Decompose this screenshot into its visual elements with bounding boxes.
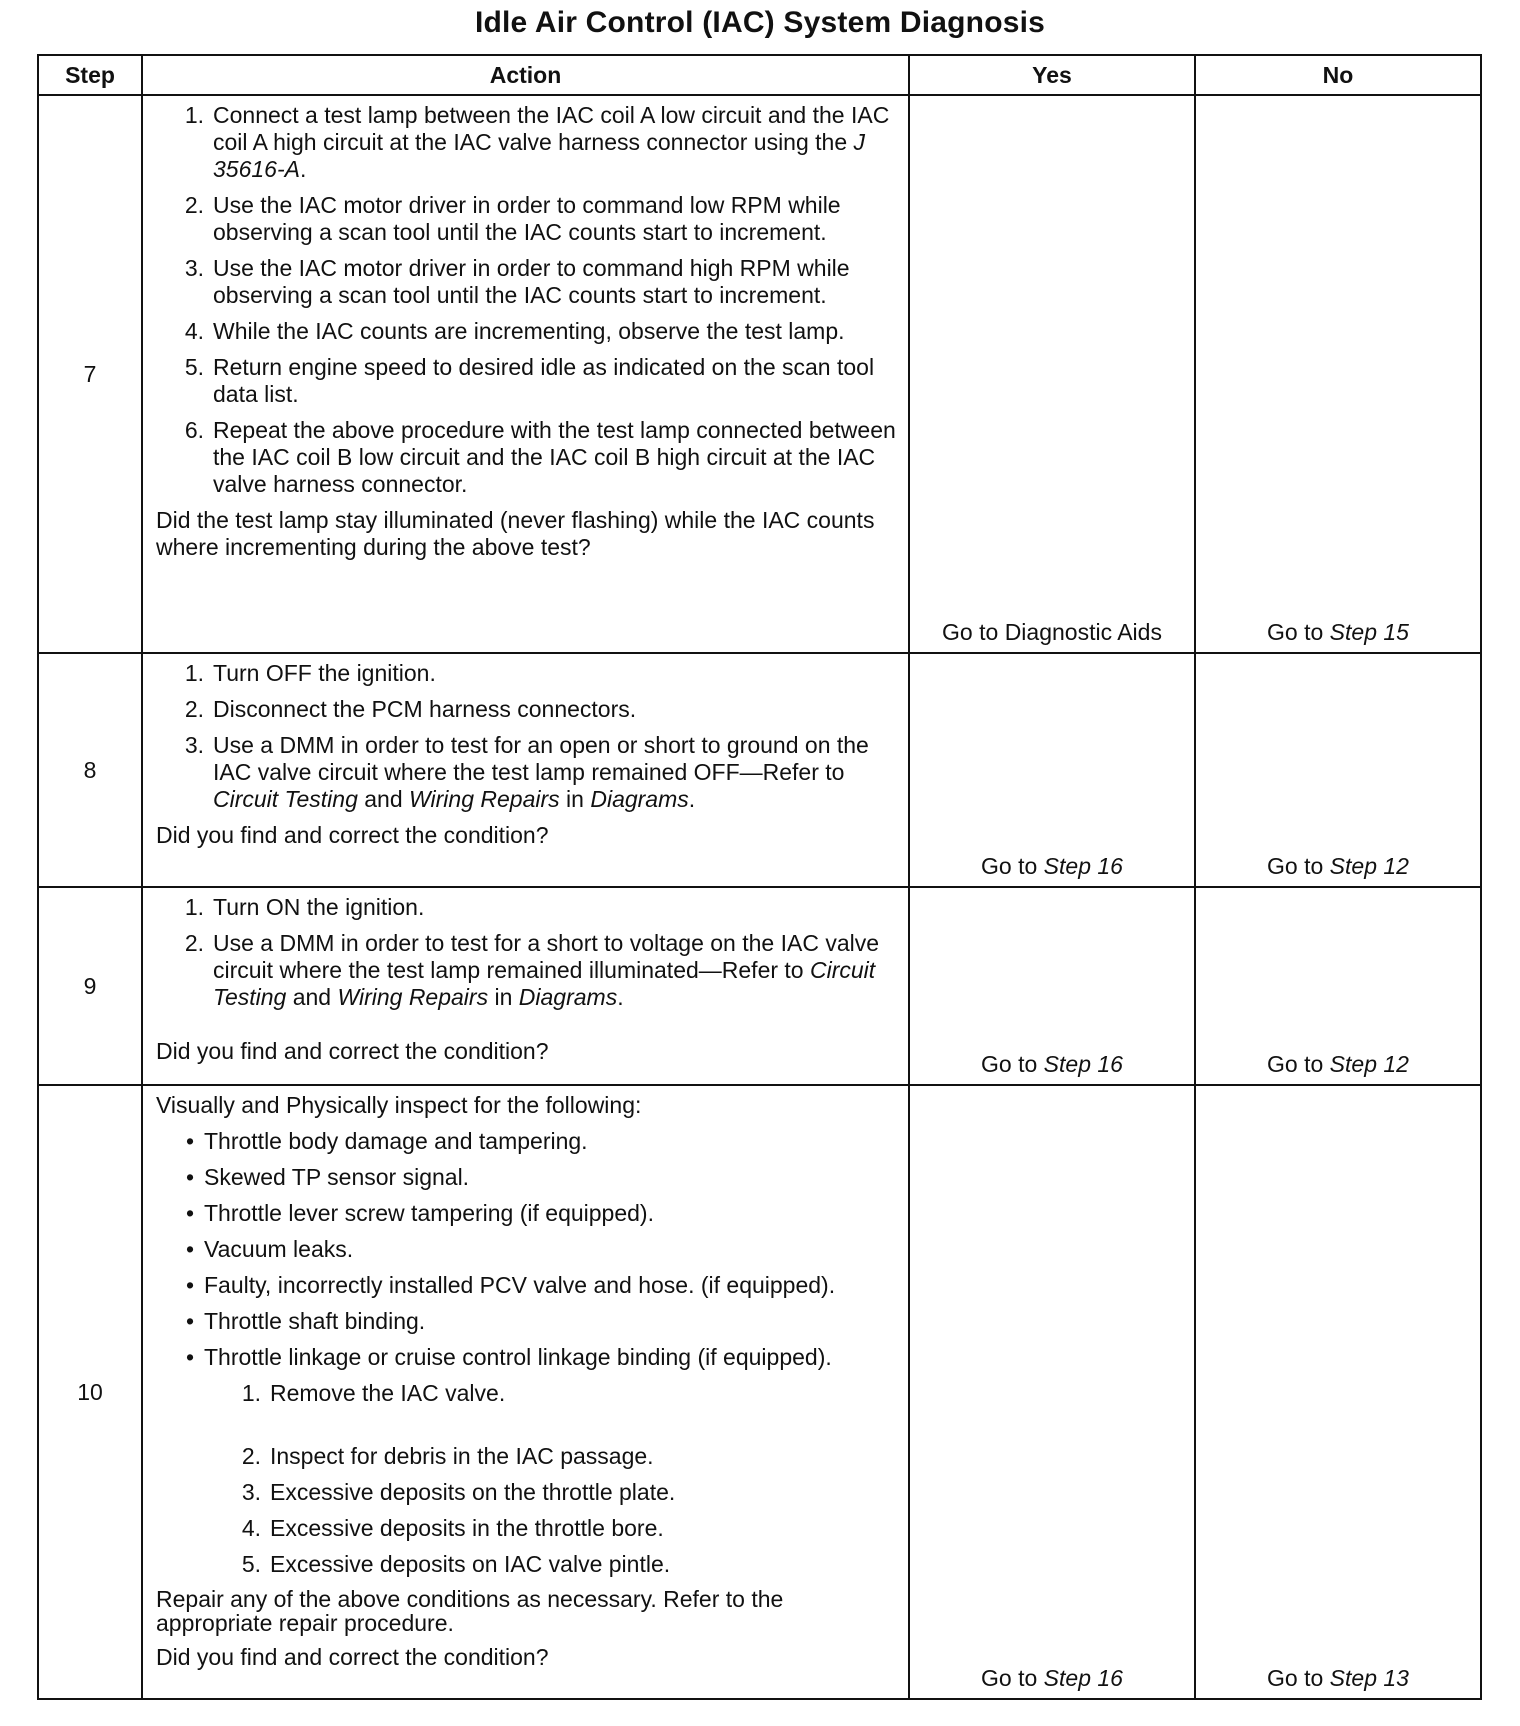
procedure-list [156, 660, 898, 813]
item-number: 6. [184, 417, 204, 443]
list-item [156, 255, 898, 309]
list-item [156, 1200, 898, 1227]
procedure-list [156, 894, 898, 1011]
no-target: Step 15 [1329, 619, 1409, 645]
text-run: Disconnect the PCM harness connectors. [213, 696, 637, 722]
item-number: 5. [241, 1551, 261, 1577]
list-item [156, 660, 898, 687]
bullet-icon: • [185, 1308, 194, 1334]
item-text [213, 696, 898, 723]
text-run: . [299, 156, 307, 182]
item-number: 4. [241, 1515, 261, 1541]
no-prefix: Go to [1267, 853, 1330, 879]
yes-cell [909, 95, 1195, 653]
item-text [213, 354, 898, 408]
yes-cell [909, 887, 1195, 1085]
bullet-icon: • [185, 1164, 194, 1190]
header-action: Action [142, 55, 909, 95]
yes-prefix: Go to [981, 853, 1044, 879]
list-item [156, 1272, 898, 1299]
item-number: 2. [241, 1443, 261, 1469]
list-item [156, 354, 898, 408]
item-text: Vacuum leaks. [204, 1236, 354, 1262]
item-text: Throttle body damage and tampering. [204, 1128, 588, 1154]
item-number: 1. [184, 102, 204, 128]
step-number: 10 [38, 1085, 142, 1699]
list-item [156, 102, 898, 183]
reference-text: J 35616-A [213, 129, 866, 182]
yes-target: Step 16 [1043, 853, 1123, 879]
item-text: Skewed TP sensor signal. [204, 1164, 470, 1190]
text-run: in [488, 984, 519, 1010]
bullet-icon: • [185, 1236, 194, 1262]
bullet-icon: • [185, 1344, 194, 1370]
no-target: Step 12 [1329, 1051, 1409, 1077]
page-title: Idle Air Control (IAC) System Diagnosis [474, 6, 1046, 39]
question-text: Did you find and correct the condition? [156, 1038, 549, 1064]
text-run: Use a DMM in order to test for an open or short to ground on the IAC valve circuit where the test lamp remained OFF—Refer to [213, 732, 869, 785]
item-number: 1. [241, 1380, 261, 1406]
item-number: 2. [184, 930, 204, 956]
item-text: Excessive deposits in the throttle bore. [270, 1515, 664, 1541]
no-cell [1195, 95, 1481, 653]
text-run: Return engine speed to desired idle as indicated on the scan tool data list. [213, 354, 875, 407]
no-cell [1195, 887, 1481, 1085]
yes-cell [909, 1085, 1195, 1699]
question-text: Did you find and correct the condition? [156, 1644, 549, 1670]
list-item [156, 1380, 898, 1407]
action-cell [142, 1085, 909, 1699]
item-number: 5. [184, 354, 204, 380]
text-run: Use a DMM in order to test for a short to voltage on the IAC valve circuit where the test lamp remained illuminated—Refer to [213, 930, 880, 983]
item-number: 3. [184, 255, 204, 281]
sub-procedure-list [156, 1380, 898, 1578]
item-text: Inspect for debris in the IAC passage. [270, 1443, 654, 1469]
question-text: Did the test lamp stay illuminated (never flashing) while the IAC counts where incrementing during the above test? [156, 507, 875, 560]
action-cell [142, 95, 909, 653]
item-text [213, 732, 898, 813]
table-row [38, 887, 1481, 1085]
list-item [156, 1443, 898, 1470]
action-cell [142, 887, 909, 1085]
repair-text: Repair any of the above conditions as necessary. Refer to the appropriate repair procedure. [156, 1586, 784, 1636]
step-number: 8 [38, 653, 142, 887]
header-no: No [1195, 55, 1481, 95]
reference-text: Diagrams [590, 786, 689, 812]
item-number: 3. [184, 732, 204, 758]
text-run: in [559, 786, 591, 812]
yes-prefix: Go to [981, 1051, 1044, 1077]
item-number: 3. [241, 1479, 261, 1505]
item-number: 4. [184, 318, 204, 344]
bullet-icon: • [185, 1200, 194, 1226]
yes-target: Step 16 [1043, 1665, 1123, 1691]
list-item [156, 930, 898, 1011]
yes-prefix: Go to [981, 1665, 1044, 1691]
list-item [156, 732, 898, 813]
item-text [213, 318, 898, 345]
item-text [213, 417, 898, 498]
list-item [156, 1344, 898, 1371]
list-item [156, 1236, 898, 1263]
list-item [156, 417, 898, 498]
item-number: 2. [184, 696, 204, 722]
reference-text: Wiring Repairs [337, 984, 489, 1010]
list-item [156, 318, 898, 345]
reference-text: Diagrams [518, 984, 618, 1010]
yes-target: Step 16 [1043, 1051, 1123, 1077]
action-cell [142, 653, 909, 887]
item-text [213, 102, 898, 183]
item-text: Faulty, incorrectly installed PCV valve and hose. (if equipped). [204, 1272, 836, 1298]
header-yes: Yes [909, 55, 1195, 95]
procedure-list [156, 102, 898, 498]
text-run: Connect a test lamp between the IAC coil A low circuit and the IAC coil A high circuit at the IAC valve harness connector using the [213, 102, 890, 155]
item-text: Throttle lever screw tampering (if equipped). [204, 1200, 654, 1226]
item-text [213, 255, 898, 309]
list-item [156, 1479, 898, 1506]
step-number: 9 [38, 887, 142, 1085]
table-row [38, 95, 1481, 653]
reference-text: Circuit Testing [213, 786, 358, 812]
list-item [156, 1308, 898, 1335]
header-step: Step [38, 55, 142, 95]
item-text: Throttle shaft binding. [204, 1308, 426, 1334]
yes-cell [909, 653, 1195, 887]
list-item [156, 1551, 898, 1578]
list-item [156, 696, 898, 723]
reference-text: Wiring Repairs [409, 786, 560, 812]
list-item [156, 894, 898, 921]
table-row [38, 1085, 1481, 1699]
inspect-intro: Visually and Physically inspect for the following: [156, 1092, 642, 1118]
item-number: 1. [184, 894, 204, 920]
text-run: Turn OFF the ignition. [213, 660, 436, 686]
item-text [213, 660, 898, 687]
list-item [156, 1515, 898, 1542]
no-target: Step 12 [1329, 853, 1409, 879]
no-prefix: Go to [1267, 1665, 1330, 1691]
text-run: Turn ON the ignition. [213, 894, 425, 920]
item-text: Throttle linkage or cruise control linkage binding (if equipped). [204, 1344, 832, 1370]
no-cell [1195, 1085, 1481, 1699]
list-item [156, 192, 898, 246]
inspection-list [156, 1128, 898, 1371]
table-row [38, 653, 1481, 887]
no-prefix: Go to [1267, 619, 1330, 645]
text-run: . [688, 786, 696, 812]
text-run: Use the IAC motor driver in order to command high RPM while observing a scan tool until the IAC counts start to increment. [213, 255, 850, 308]
bullet-icon: • [185, 1128, 194, 1154]
no-cell [1195, 653, 1481, 887]
reference-text: Circuit Testing [213, 957, 876, 1010]
step-number: 7 [38, 95, 142, 653]
no-target: Step 13 [1329, 1665, 1409, 1691]
item-text: Remove the IAC valve. [270, 1380, 506, 1406]
text-run: . [617, 984, 624, 1010]
list-item [156, 1164, 898, 1191]
text-run: and [286, 984, 338, 1010]
no-prefix: Go to [1267, 1051, 1330, 1077]
yes-prefix: Go to Diagnostic Aids [942, 619, 1162, 645]
question-text: Did you find and correct the condition? [156, 822, 549, 848]
text-run: and [357, 786, 410, 812]
list-item [156, 1128, 898, 1155]
item-number: 2. [184, 192, 204, 218]
item-number: 1. [184, 660, 204, 686]
text-run: Use the IAC motor driver in order to command low RPM while observing a scan tool until the IAC counts start to increment. [213, 192, 841, 245]
text-run: While the IAC counts are incrementing, observe the test lamp. [213, 318, 845, 344]
item-text [213, 930, 898, 1011]
diagnosis-table [37, 54, 1482, 1700]
header-row [38, 55, 1481, 95]
bullet-icon: • [185, 1272, 194, 1298]
item-text: Excessive deposits on the throttle plate. [270, 1479, 676, 1505]
item-text [213, 894, 898, 921]
item-text: Excessive deposits on IAC valve pintle. [270, 1551, 671, 1577]
item-text [213, 192, 898, 246]
text-run: Repeat the above procedure with the test lamp connected between the IAC coil B low circuit and the IAC coil B high circuit at the IAC valve harness connector. [213, 417, 896, 497]
